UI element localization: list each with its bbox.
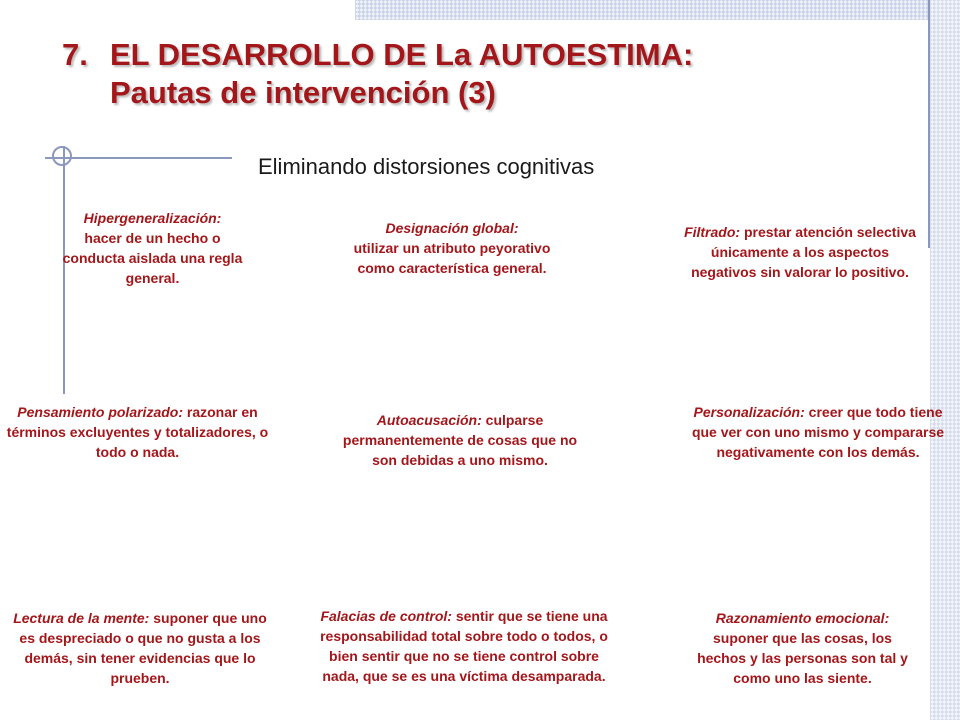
item-term: Autoacusación: (376, 412, 482, 428)
item-text: culparse permanentemente de cosas que no son debidas a uno mismo. (342, 412, 578, 468)
title-line-2: Pautas de intervención (3) (110, 75, 496, 110)
item-text: prestar atención selectiva únicamente a los aspectos negativos sin valorar lo positivo. (691, 224, 916, 280)
slide-subtitle: Eliminando distorsiones cognitivas (258, 154, 595, 179)
item-hipergeneralizacion (60, 208, 245, 288)
item-autoacusacion (330, 410, 590, 470)
checker-decoration-top (355, 0, 930, 20)
item-pensamiento-polarizado (5, 402, 270, 462)
item-falacias-de-control (318, 606, 610, 686)
title-line-1: EL DESARROLLO DE La AUTOESTIMA: (110, 37, 694, 72)
item-term: Pensamiento polarizado: (17, 404, 183, 420)
item-filtrado (680, 222, 920, 282)
item-personalizacion (682, 402, 954, 462)
item-term: Designación global: (385, 220, 519, 236)
item-lectura-de-la-mente (5, 608, 275, 688)
item-razonamiento-emocional (690, 608, 915, 688)
item-term: Hipergeneralización: (83, 210, 222, 226)
item-term: Falacias de control: (320, 608, 452, 624)
checker-decoration-right (930, 0, 960, 720)
item-term: Personalización: (693, 404, 805, 420)
item-term: Lectura de la mente: (13, 610, 150, 626)
item-term: Razonamiento emocional: (715, 610, 890, 626)
decorative-circle (52, 146, 72, 166)
item-text: hacer de un hecho o conducta aislada una regla general. (62, 230, 243, 286)
decorative-line-right (928, 0, 930, 248)
item-text: sentir que se tiene una responsabilidad total sobre todo o todos, o bien sentir que no se tiene control sobre nada, que se es una víctima desamparada. (320, 608, 608, 684)
slide-title (62, 36, 693, 112)
item-text: suponer que las cosas, los hechos y las personas son tal y como uno las siente. (697, 630, 908, 686)
item-text: creer que todo tiene que ver con uno mismo y compararse negativamente con los demás. (691, 404, 945, 460)
item-text: suponer que uno es despreciado o que no gusta a los demás, sin tener evidencias que lo prueben. (19, 610, 267, 686)
title-number: 7. (62, 37, 88, 72)
item-designacion-global (352, 218, 552, 278)
item-text: utilizar un atributo peyorativo como característica general. (353, 240, 551, 276)
item-text: razonar en términos excluyentes y totalizadores, o todo o nada. (6, 404, 269, 460)
decorative-line-horizontal (45, 157, 232, 159)
item-term: Filtrado: (684, 224, 741, 240)
